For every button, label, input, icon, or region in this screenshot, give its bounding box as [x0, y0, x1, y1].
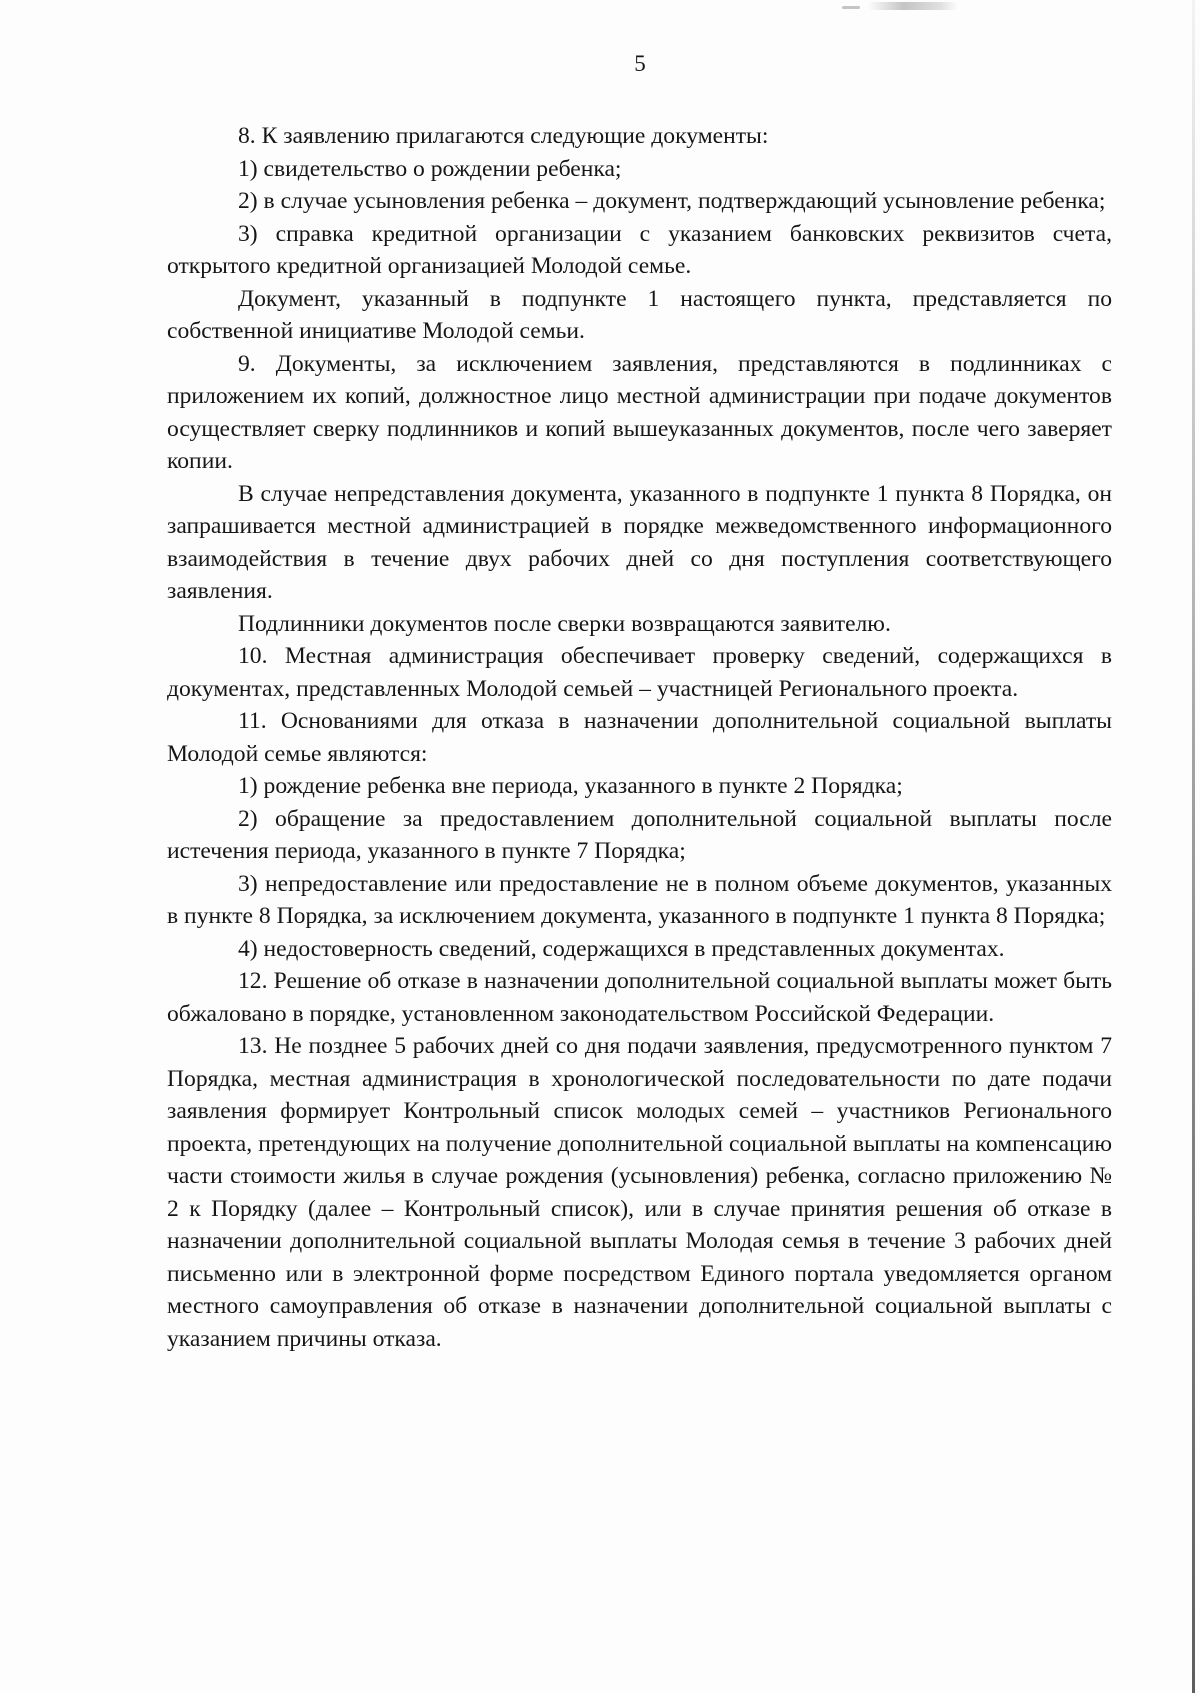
- scan-artifact: [842, 6, 860, 9]
- paragraph-11-item-2: 2) обращение за предоставлением дополнительной социальной выплаты после истечения периода, указанного в пункте 7 Порядка;: [167, 805, 1112, 864]
- scan-edge-shadow: [1192, 0, 1195, 1693]
- paragraph-8-intro: 8. К заявлению прилагаются следующие документы:: [238, 123, 769, 149]
- paragraph-9: 9. Документы, за исключением заявления, представляются в подлинниках с приложением их копий, должностное лицо местной администрации при подаче документов осуществляет сверку подлинников и копий вышеуказанных документов, после чего заверяет копии.: [167, 350, 1112, 474]
- paragraph-8-item-1: 1) свидетельство о рождении ребенка;: [238, 155, 622, 182]
- paragraph-9-request: В случае непредставления документа, указанного в подпункте 1 пункта 8 Порядка, он запрашивается местной администрацией в порядке межведомственного информационного взаимодействия в течение двух рабочих дней со дня поступления соответствующего заявления.: [167, 480, 1112, 604]
- paragraph-11-item-1: 1) рождение ребенка вне периода, указанного в пункте 2 Порядка;: [238, 773, 903, 799]
- paragraph-12: 12. Решение об отказе в назначении дополнительной социальной выплаты может быть обжаловано в порядке, установленном законодательством Российской Федерации.: [167, 968, 1112, 1027]
- paragraph-8-note: Документ, указанный в подпункте 1 настоящего пункта, представляется по собственной инициативе Молодой семьи.: [167, 285, 1112, 344]
- scan-artifact: [868, 2, 958, 10]
- paragraph-9-return: Подлинники документов после сверки возвращаются заявителю.: [238, 610, 891, 637]
- paragraph-8-item-3: 3) справка кредитной организации с указанием банковских реквизитов счета, открытого кредитной организацией Молодой семье.: [167, 220, 1112, 279]
- paragraph-13: 13. Не позднее 5 рабочих дней со дня подачи заявления, предусмотренного пунктом 7 Порядка, местная администрация в хронологической последовательности по дате подачи заявления формирует Контрольный список молодых семей – участников Регионального проекта, претендующих на получение дополнительной социальной выплаты на компенсацию части стоимости жилья в случае рождения (усыновления) ребенка, согласно приложению № 2 к Порядку (далее – Контрольный список), или в случае принятия решения об отказе в назначении дополнительной социальной выплаты Молодая семья в течение 3 рабочих дней письменно или в электронной форме посредством Единого портала уведомляется органом местного самоуправления об отказе в назначении дополнительной социальной выплаты с указанием причины отказа.: [167, 1033, 1112, 1352]
- paragraph-8-item-2: 2) в случае усыновления ребенка – документ, подтверждающий усыновление ребенка;: [238, 188, 1106, 214]
- paragraph-11-item-4: 4) недостоверность сведений, содержащихся в представленных документах.: [238, 935, 1005, 962]
- document-body: [167, 120, 1112, 1355]
- page-number: 5: [634, 51, 646, 76]
- paragraph-11-intro: 11. Основаниями для отказа в назначении дополнительной социальной выплаты Молодой семье являются:: [167, 708, 1112, 767]
- paragraph-11-item-3: 3) непредоставление или предоставление не в полном объеме документов, указанных в пункте 8 Порядка, за исключением документа, указанного в подпункте 1 пункта 8 Порядка;: [167, 870, 1112, 929]
- paragraph-10: 10. Местная администрация обеспечивает проверку сведений, содержащихся в документах, представленных Молодой семьей – участницей Регионального проекта.: [167, 643, 1112, 702]
